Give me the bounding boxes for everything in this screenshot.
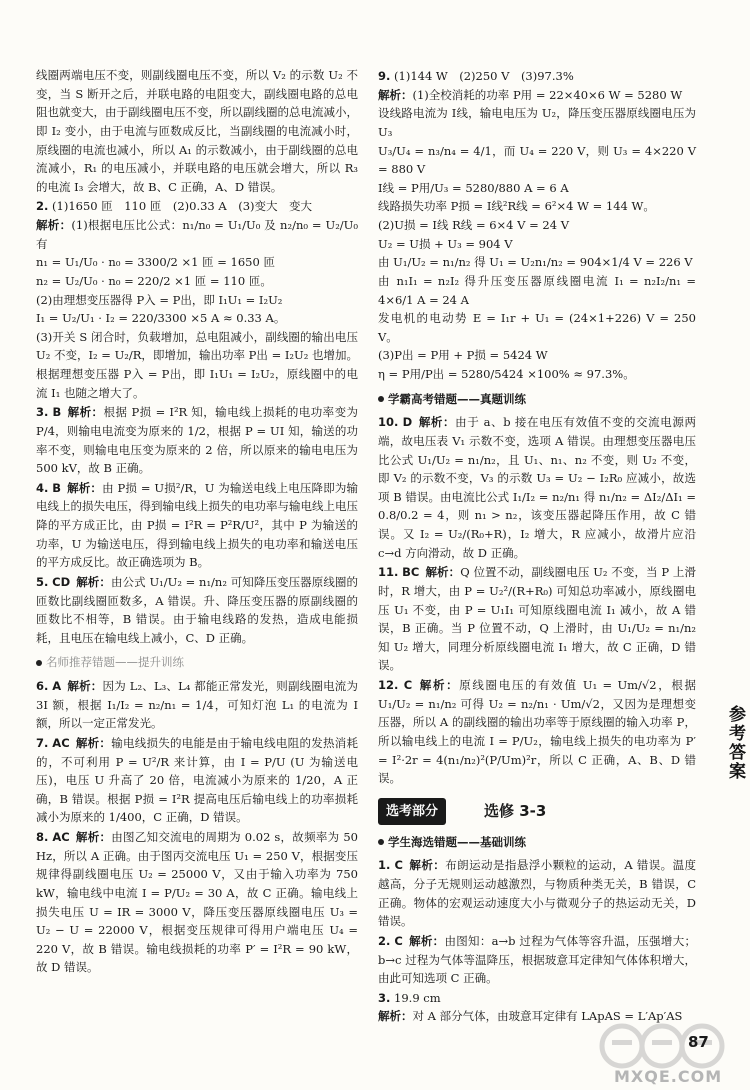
explanation-text: I₁ = U₂/U₁ · I₂ = 220/3300 ×5 A ≈ 0.33 A。 xyxy=(36,311,286,326)
analysis-label: 解析： xyxy=(408,933,445,948)
explanation-line xyxy=(378,346,696,365)
explanation-text: 由 U₁/U₂ = n₁/n₂ 得 U₁ = U₂n₁/n₂ = 904×1/4 V = 226 V xyxy=(378,255,693,270)
answer-item xyxy=(378,856,696,931)
explanation-text: 由 P损 = U损²/R，U 为输送电线上电压降即为输电线上的损失电压，得到输电线上损失的电功率与输电线上电压降的平方成正比，由 P损 = I²R = P²R/U²，其中 P 为输送的功率，U 为输送电压，得到输电线上损失的电功率和输送电压的平方成反比。故正确选项为 B。 xyxy=(36,480,358,570)
watermark-url: MXQE.COM xyxy=(614,1067,723,1086)
answer-key: C xyxy=(394,858,403,873)
bullet-icon xyxy=(36,660,42,666)
question-number: 10. xyxy=(378,415,399,430)
explanation-text: I线 = P用/U₃ = 5280/880 A = 6 A xyxy=(378,180,569,195)
analysis-label: 解析： xyxy=(418,678,460,692)
explanation-line xyxy=(378,197,696,216)
answer-key: A xyxy=(52,679,62,693)
explanation-text: n₂ = U₂/U₀ · n₀ = 220/2 ×1 匝 = 110 匝。 xyxy=(36,273,272,288)
question-number: 12. xyxy=(378,678,399,692)
question-number: 8. xyxy=(36,830,49,844)
bullet-icon xyxy=(378,839,384,845)
explanation-line xyxy=(378,235,696,254)
explanation-text: 因为 L₂、L₃、L₄ 都能正常发光，则副线圈电流为 3I 额，根据 I₁/I₂ = n₂/n₁ = 1/4，可知灯泡 L₁ 的电流为 I 额，所以一定正常发光。 xyxy=(36,679,359,731)
analysis-label: 解析： xyxy=(75,830,112,844)
explanation-text: 由图知：a→b 过程为气体等容升温，压强增大；b→c 过程为气体等温降压，根据玻意耳定律知气体体积增大，由此可知选项 C 正确。 xyxy=(378,933,697,986)
answer-key: AC xyxy=(52,830,70,844)
explanation-text: (3)开关 S 闭合时，负载增加，总电阻减小，副线圈的输出电压 U₂ 不变，I₂ = U₂/R，即增加，输出功率 P出 = I₂U₂ 也增加。根据理想变压器 P入 = P出，即 I₁U₁ = I₂U₂，原线圈中的电流 I₁ 也随之增大了。 xyxy=(36,329,358,400)
answer-item xyxy=(378,413,696,562)
explanation-text: (2)U损 = I线 R线 = 6×4 V = 24 V xyxy=(378,218,570,232)
right-column-bottom xyxy=(378,833,696,1026)
answer-item xyxy=(36,197,358,216)
explanation-line xyxy=(378,253,696,272)
explanation-text: 输电线损失的电能是由于输电线电阻的发热消耗的，不可利用 P = U²/R 来计算，由 I = P/U (U 为输送电压)，电压 U 升高了 20 倍，电流减小为原来的 1/20，A 正确，B 错误。根据 P损 = I²R 提高电压后输电线上的功率损耗减小为原来的 1/400，C 正确，D 错误。 xyxy=(36,735,359,825)
section-heading xyxy=(378,833,696,852)
section-heading xyxy=(378,390,696,409)
left-column xyxy=(36,66,358,977)
explanation-text: 由图乙知交流电的周期为 0.02 s，故频率为 50 Hz，所以 A 正确。由于图丙交流电压 U₁ = 250 V，根据变压规律得副线圈电压 U₂ = 25000 V，又由于输入功率为 750 kW，输电线中电流 I = P/U₂ = 30 A，故 C 正确。输电线上损失电压 U = IR = 3000 V，降压变压器原线圈电压 U₃ = U₂ − U = 22000 V，根据变压规律可得用户端电压 U₄ = 220 V，故 B 错误。输电线损耗的功率 P′ = I²R = 90 kW，故 D 错误。 xyxy=(36,830,358,975)
analysis-label: 解析： xyxy=(408,858,446,873)
answer-item xyxy=(36,828,358,977)
answer-item xyxy=(378,563,696,675)
explanation-line xyxy=(36,216,358,253)
question-number: 4. xyxy=(36,480,49,495)
explanation-text: 由于 a、b 接在电压有效值不变的交流电源两端，故电压表 V₁ 示数不变，选项 A 错误。由理想变压器电压比公式 U₁/U₂ = n₁/n₂，且 U₁、n₁、n₂ 不变，则 U₂ 不变，即 V₂ 的示数不变，V₃ 的示数 U₃ = U₂ − I₂R₀ 应减小，故选项 B 错误。由电流比公式 I₁/I₂ = n₂/n₁ 得 n₁/n₂ = ΔI₂/ΔI₁ = 0.8/0.2 = 4，则 n₁ > n₂，该变压器起降压作用，故 C 错误。又 I₂ = U₂/(R₀+R)，I₂ 增大，R 应减小，故滑片应沿 c→d 方向滑动，故 D 正确。 xyxy=(378,415,697,560)
answer-item xyxy=(378,676,696,788)
explanation-text: 设线路电流为 I线，输电电压为 U₂，降压变压器原线圈电压为 U₃ xyxy=(378,106,696,139)
explanation-line xyxy=(378,142,696,179)
section-heading-text: 名师推荐错题——提升训练 xyxy=(46,655,184,670)
question-number: 1. xyxy=(378,858,391,873)
explanation-line xyxy=(36,291,358,310)
explanation-text: U₃/U₄ = n₃/n₄ = 4/1，而 U₄ = 220 V，则 U₃ = 4×220 V = 880 V xyxy=(378,143,696,177)
answer-item xyxy=(378,989,696,1008)
explanation-text: 线圈两端电压不变，则副线圈电压不变，所以 V₂ 的示数 U₂ 不变，当 S 断开之后，并联电路的电阻变大，副线圈电路的总电阻也就变大，由于副线圈电压不变，所以副线圈的总电流减小，即 I₂ 变小，由于电流与匝数成反比，当副线圈的电流减小时，原线圈的电流也减小，所以 A₁ 的示数减小，由于副线圈的总电流减小，R₁ 的电压减小，并联电路的电压就会增大，所以 R₃ 的电流 I₃ 会增大，故 B、C 正确，A、D 错误。 xyxy=(36,68,358,194)
question-number: 7. xyxy=(36,735,49,750)
answer-key: (1)1650 匝 110 匝 (2)0.33 A (3)变大 变大 xyxy=(52,199,312,214)
explanation-line xyxy=(36,272,358,291)
explanation-text: 由 n₁I₁ = n₂I₂ 得升压变压器原线圈电流 I₁ = n₂I₂/n₁ = 4×6/1 A = 24 A xyxy=(378,273,696,307)
answer-key: D xyxy=(402,415,413,430)
elective-badge: 选考部分 xyxy=(378,798,446,825)
elective-banner xyxy=(378,798,696,825)
analysis-label: 解析： xyxy=(66,480,103,495)
question-number: 5. xyxy=(36,574,49,589)
explanation-text: U₂ = U损 + U₃ = 904 V xyxy=(378,236,513,251)
answer-key: C xyxy=(403,678,413,692)
question-number: 6. xyxy=(36,679,49,693)
answer-key: (1)144 W (2)250 V (3)97.3% xyxy=(394,69,574,83)
question-number: 2. xyxy=(36,199,49,214)
analysis-label: 解析： xyxy=(378,87,413,102)
analysis-label: 解析： xyxy=(418,415,456,430)
explanation-text: (1)根据电压比公式：n₁/n₀ = U₁/U₀ 及 n₂/n₀ = U₂/U₀ 有 xyxy=(36,218,358,251)
explanation-line xyxy=(378,309,696,346)
question-number: 2. xyxy=(378,933,391,948)
answer-key: C xyxy=(394,933,403,948)
explanation-line xyxy=(36,253,358,272)
answer-key: B xyxy=(52,480,61,495)
explanation-text: η = P用/P出 = 5280/5424 ×100% ≈ 97.3%。 xyxy=(378,367,635,381)
elective-title: 选修 3-3 xyxy=(484,802,547,821)
question-number: 3. xyxy=(36,405,49,420)
analysis-label: 解析： xyxy=(76,574,111,589)
side-tab-reference-answers: 参考答案 xyxy=(718,700,748,786)
section-heading-text: 学霸高考错题——真题训练 xyxy=(388,391,526,406)
analysis-label: 解析： xyxy=(425,565,461,580)
question-number: 9. xyxy=(378,69,391,83)
page-number: 87 xyxy=(688,1033,709,1051)
analysis-label: 解析： xyxy=(378,1009,413,1024)
explanation-text: n₁ = U₁/U₀ · n₀ = 3300/2 ×1 匝 = 1650 匝 xyxy=(36,255,275,270)
answer-key: CD xyxy=(52,574,71,589)
explanation-text: 布朗运动是指悬浮小颗粒的运动，A 错误。温度越高，分子无规则运动越激烈，与物质种类无关，B 错误，C 正确。物体的宏观运动速度大小与微观分子的热运动无关，D 错误。 xyxy=(378,858,697,929)
explanation-line xyxy=(36,309,358,328)
right-column xyxy=(378,66,696,1026)
explanation-text: 原线圈电压的有效值 U₁ = Um/√2，根据 U₁/U₂ = n₁/n₂ 可得 U₂ = n₂/n₁ · Um/√2，又因为是理想变压器，所以 A 的副线圈的输出功率等于原线圈的输入功率 P，所以输电线上的电流 I = P/U₂，输电线上损失的电功率为 P′ = I²·2r = 4(n₁/n₂)²(P/Um)²r，所以 C 正确，A、B、D 错误。 xyxy=(378,678,697,786)
explanation-text: 线路损失功率 P损 = I线²R线 = 6²×4 W = 144 W。 xyxy=(378,199,655,214)
explanation-line xyxy=(378,272,696,309)
answer-item xyxy=(36,479,358,572)
explanation-text: 根据 P损 = I²R 知，输电线上损耗的电功率变为 P/4，则输电电流变为原来的 1/2，根据 P = UI 知，输送的功率不变，则输电电压变为原来的 2 倍，所以原来的输电电压为 500 kV，故 B 正确。 xyxy=(36,405,359,476)
analysis-label: 解析： xyxy=(36,218,72,232)
answer-item xyxy=(36,573,358,648)
explanation-text: Q 位置不动，副线圈电压 U₂ 不变，当 P 上滑时，R 增大，由 P = U₂²/(R+R₀) 可知总功率减小，原线圈电压 U₁ 不变，由 P = U₁I₁ 可知原线圈电流 I₁ 减小，故 A 错误，B 正确。当 P 位置不动，Q 上滑时，由 U₁/U₂ = n₁/n₂ 知 U₂ 增大，同理分析原线圈电流 I₁ 增大，故 C 正确，D 错误。 xyxy=(378,565,697,673)
answer-item xyxy=(36,734,358,827)
answer-key: AC xyxy=(52,735,70,750)
section-heading-text: 学生海选错题——基础训练 xyxy=(388,834,526,849)
analysis-label: 解析： xyxy=(67,679,103,693)
explanation-text: (3)P出 = P用 + P损 = 5424 W xyxy=(378,348,548,363)
question-number: 3. xyxy=(378,990,391,1005)
analysis-label: 解析： xyxy=(75,735,112,750)
answer-key: B xyxy=(52,405,62,420)
explanation-text: (2)由理想变压器得 P入 = P出，即 I₁U₁ = I₂U₂ xyxy=(36,292,283,307)
explanation-line xyxy=(36,328,358,403)
question-number: 11. xyxy=(378,565,399,580)
explanation-line xyxy=(378,365,696,384)
analysis-label: 解析： xyxy=(67,405,104,420)
right-column-top xyxy=(378,67,696,788)
bullet-icon xyxy=(378,396,384,402)
explanation-line xyxy=(378,104,696,141)
explanation-text: (1)全校消耗的功率 P用 = 22×40×6 W = 5280 W xyxy=(412,87,683,102)
answer-key: BC xyxy=(402,565,420,580)
explanation-text: 发电机的电动势 E = I₁r + U₁ = (24×1+226) V = 250 V。 xyxy=(378,311,696,344)
answer-item xyxy=(378,67,696,86)
explanation-line xyxy=(378,216,696,235)
answer-item xyxy=(378,932,696,988)
explanation-line xyxy=(378,86,696,105)
explanation-text: 由公式 U₁/U₂ = n₁/n₂ 可知降压变压器原线圈的匝数比副线圈匝数多，A 错误。升、降压变压器的原副线圈的匝数比不相等，B 错误。由于输电线路的发热，造成电能损耗，且电压在输电线上减小，C、D 正确。 xyxy=(36,574,359,645)
answer-item xyxy=(36,677,358,733)
answer-item xyxy=(36,403,358,478)
explanation-line xyxy=(378,179,696,198)
answer-key: 19.9 cm xyxy=(394,990,441,1005)
section-heading xyxy=(36,653,358,672)
explanation-line xyxy=(36,66,358,196)
explanation-text: 对 A 部分气体，由玻意耳定律有 LApAS = L′Ap′AS xyxy=(412,1009,683,1024)
